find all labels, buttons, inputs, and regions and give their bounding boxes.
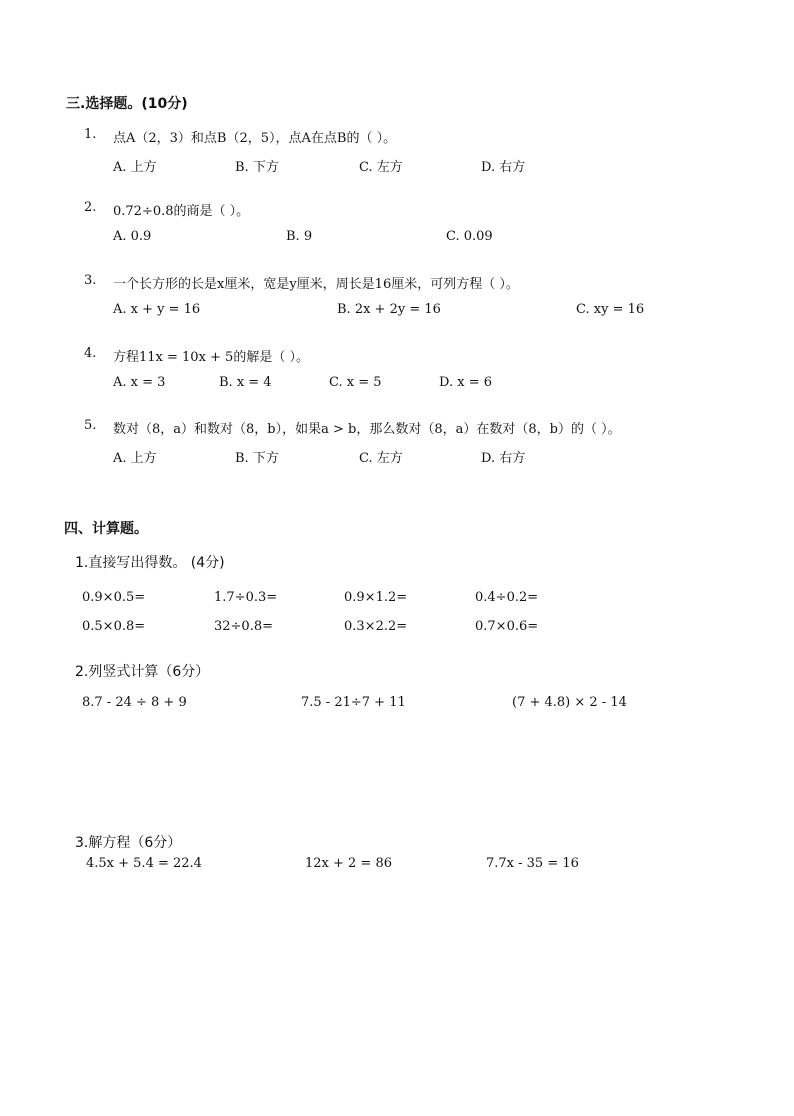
part2-title: 2.列竖式计算（6分） (75, 664, 210, 680)
q3-number: 3. (84, 273, 97, 288)
part1-title: 1.直接写出得数。 (4分) (75, 555, 225, 571)
q2-option-b: B. 9 (286, 229, 313, 244)
part3-title: 3.解方程（6分） (75, 835, 182, 851)
equation-item: 7.7x - 35 = 16 (486, 856, 579, 871)
equation-item: 12x + 2 = 86 (305, 856, 393, 871)
mental-calc-item: 0.9×0.5= (82, 590, 146, 605)
q2-text: 0.72÷0.8的商是（ ）。 (113, 204, 250, 219)
q5-text: 数对（8，a）和数对（8，b），如果a > b，那么数对（8，a）在数对（8，b）的（ ）。 (113, 422, 621, 437)
q1-option-c: C. 左方 (359, 160, 403, 175)
mental-calc-item: 0.5×0.8= (82, 619, 146, 634)
q2-option-c: C. 0.09 (446, 229, 493, 244)
q1-option-a: A. 上方 (113, 160, 157, 175)
mental-calc-item: 0.7×0.6= (475, 619, 539, 634)
q4-text: 方程11x = 10x + 5的解是（ ）。 (113, 350, 309, 365)
q1-option-d: D. 右方 (481, 160, 526, 175)
section4-title: 四、计算题。 (64, 521, 148, 537)
q5-option-b: B. 下方 (235, 451, 279, 466)
vertical-calc-item: 8.7 - 24 ÷ 8 + 9 (82, 695, 187, 710)
section3-title: 三.选择题。(10分) (66, 96, 188, 112)
mental-calc-item: 0.9×1.2= (344, 590, 408, 605)
mental-calc-item: 0.3×2.2= (344, 619, 408, 634)
q1-number: 1. (84, 127, 97, 142)
q1-option-b: B. 下方 (235, 160, 279, 175)
q5-number: 5. (84, 418, 97, 433)
q3-option-c: C. xy = 16 (576, 302, 645, 317)
q3-option-a: A. x + y = 16 (113, 302, 201, 317)
q4-option-b: B. x = 4 (219, 375, 272, 390)
vertical-calc-item: 7.5 - 21÷7 + 11 (301, 695, 406, 710)
q2-option-a: A. 0.9 (113, 229, 152, 244)
mental-calc-item: 0.4÷0.2= (475, 590, 539, 605)
q4-option-c: C. x = 5 (329, 375, 382, 390)
q4-option-a: A. x = 3 (113, 375, 166, 390)
q5-option-a: A. 上方 (113, 451, 157, 466)
q3-option-b: B. 2x + 2y = 16 (337, 302, 441, 317)
equation-item: 4.5x + 5.4 = 22.4 (86, 856, 202, 871)
q5-option-d: D. 右方 (481, 451, 526, 466)
q4-option-d: D. x = 6 (439, 375, 492, 390)
q3-text: 一个长方形的长是x厘米，宽是y厘米，周长是16厘米，可列方程（ ）。 (113, 277, 519, 292)
q4-number: 4. (84, 346, 97, 361)
mental-calc-item: 32÷0.8= (214, 619, 274, 634)
vertical-calc-item: (7 + 4.8) × 2 - 14 (512, 695, 627, 710)
q1-text: 点A（2，3）和点B（2，5），点A在点B的（ ）。 (113, 131, 397, 146)
q5-option-c: C. 左方 (359, 451, 403, 466)
mental-calc-item: 1.7÷0.3= (214, 590, 278, 605)
q2-number: 2. (84, 200, 97, 215)
